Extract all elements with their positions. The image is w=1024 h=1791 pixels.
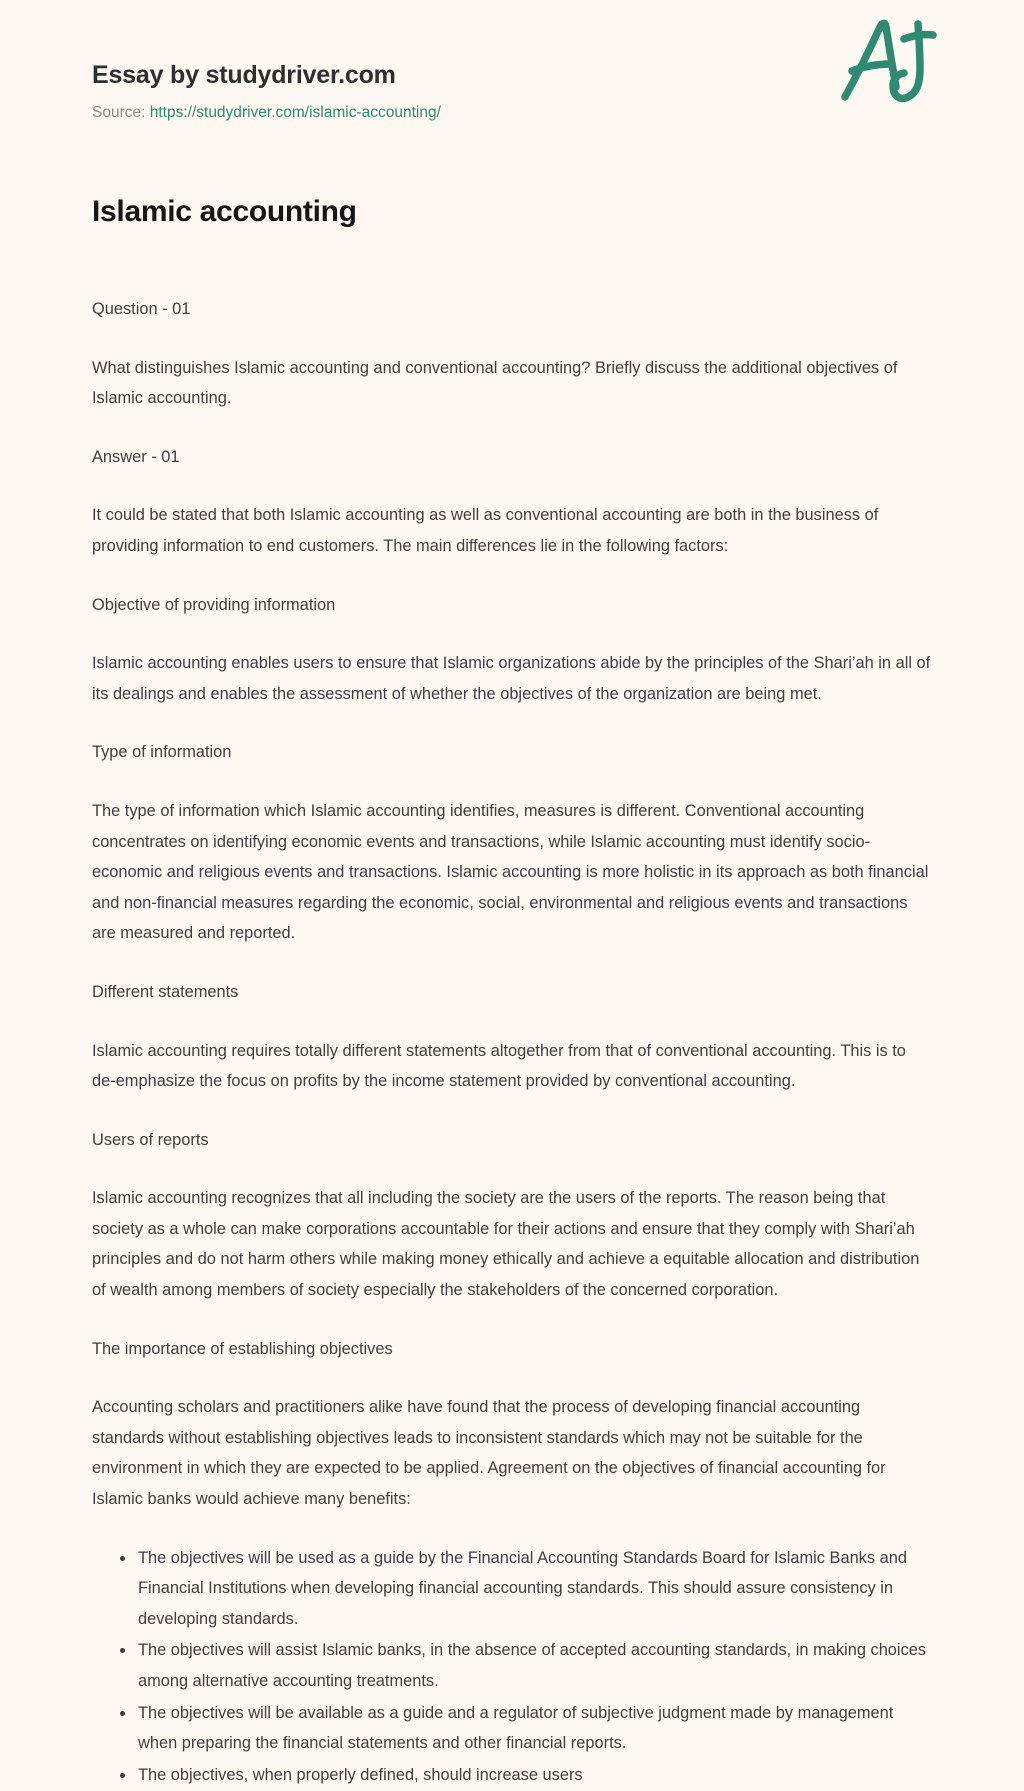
section-body: Islamic accounting enables users to ensure that Islamic organizations abide by the principles of the Shari’ah in all of its dealings and enables the assessment of whether the objectives of the organization are being met. — [92, 654, 931, 703]
a-plus-logo — [832, 13, 944, 109]
benefits-list — [92, 1543, 932, 1791]
section-body: Islamic accounting requires totally different statements altogether from that of conventional accounting. This is to de-emphasize the focus on profits by the income statement provided by conventional accounting. — [92, 1041, 906, 1091]
document-header — [92, 0, 932, 121]
section-body: The type of information which Islamic accounting identifies, measures is different. Conventional accounting concentrates on identifying economic events and transactions, while Islamic accounting must identify socio-economic and religious events and transactions. Islamic accounting is more holistic in its approach as both financial and non-financial measures regarding the economic, social, environmental and religious events and transactions are measured and reported. — [92, 801, 929, 943]
list-item: The objectives will be available as a guide and a regulator of subjective judgment made by management when preparing the financial statements and other financial reports. — [138, 1698, 932, 1759]
section-body: Accounting scholars and practitioners alike have found that the process of developing financial accounting standards without establishing objectives leads to inconsistent standards which may not be suitable for the environment in which they are expected to be applied. Agreement on the objectives of financial accounting for Islamic banks would achieve many benefits: — [92, 1398, 886, 1509]
section-heading: Objective of providing information — [92, 595, 336, 614]
list-item: The objectives will be used as a guide by the Financial Accounting Standards Board for Islamic Banks and Financial Institutions when developing financial accounting standards. This should assure consistency in developing standards. — [138, 1543, 932, 1635]
question-label: Question - 01 — [92, 300, 191, 318]
page-title: Islamic accounting — [92, 195, 357, 228]
question-text: What distinguishes Islamic accounting and conventional accounting? Briefly discuss the additional objectives of Islamic accounting. — [92, 358, 898, 408]
document-body — [92, 230, 932, 1790]
list-item: The objectives will assist Islamic banks, in the absence of accepted accounting standards, in making choices among alternative accounting treatments. — [138, 1635, 932, 1696]
section-body: Islamic accounting recognizes that all including the society are the users of the reports. The reason being that society as a whole can make corporations accountable for their actions and ensure that they comply with Shari’ah principles and do not harm others while making money ethically and achieve a equitable allocation and distribution of wealth among members of society especially the stakeholders of the concerned corporation. — [92, 1189, 920, 1300]
answer-intro: It could be stated that both Islamic accounting as well as conventional accounting are both in the business of providing information to end customers. The main differences lie in the following factors: — [92, 506, 879, 555]
list-item: The objectives, when properly defined, should increase users — [138, 1760, 932, 1791]
answer-label: Answer - 01 — [92, 447, 180, 466]
byline: Essay by studydriver.com — [92, 61, 396, 89]
section-heading: Type of information — [92, 743, 232, 762]
source-line — [92, 104, 932, 123]
source-url-link[interactable]: https://studydriver.com/islamic-accounting/ — [149, 103, 441, 121]
source-label: Source: — [92, 103, 146, 121]
section-heading: The importance of establishing objectives — [92, 1339, 393, 1358]
section-heading: Different statements — [92, 982, 239, 1001]
section-heading: Users of reports — [92, 1130, 209, 1149]
